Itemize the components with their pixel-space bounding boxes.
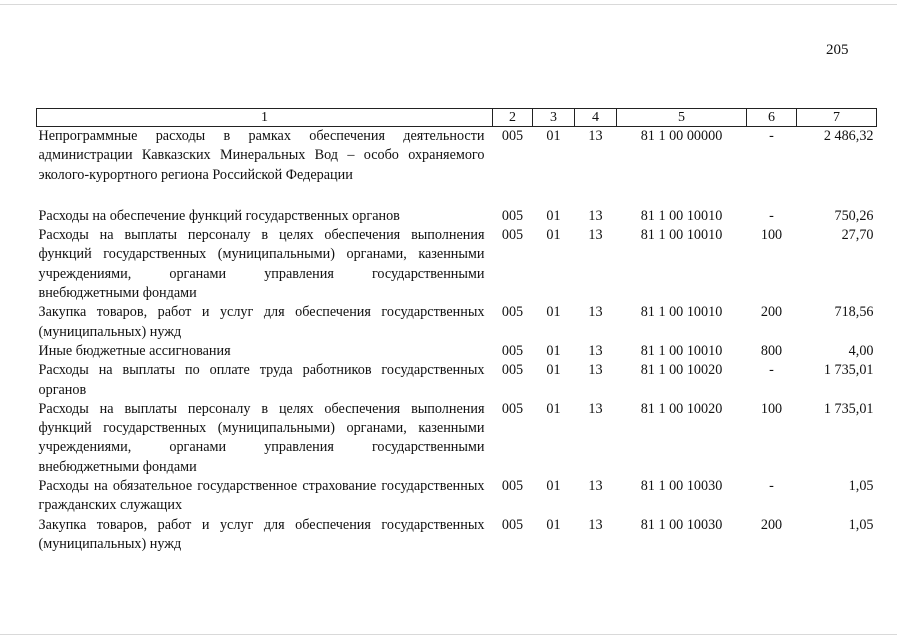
section-code: 01: [546, 400, 561, 417]
column-header: 4: [575, 109, 617, 127]
amount: 27,70: [841, 227, 874, 244]
subsection-code: 13: [588, 362, 603, 379]
column-header: 3: [533, 109, 575, 127]
expense-name: Иные бюджетные ассигнования: [38, 342, 231, 359]
target-article-code: 81 1 00 00000: [640, 128, 723, 144]
expense-type-code: 200: [760, 304, 783, 321]
target-article-code: 81 1 00 10010: [640, 207, 723, 224]
table-row: [37, 477, 877, 516]
amount: 1,05: [848, 478, 874, 495]
expense-name: Расходы на обеспечение функций государственных органов: [38, 207, 400, 224]
table-row: [37, 226, 877, 303]
ministry-code: 005: [501, 128, 524, 144]
column-header: 5: [617, 109, 747, 127]
amount: 4,00: [848, 342, 874, 359]
ministry-code: 005: [501, 304, 524, 321]
ministry-code: 005: [501, 400, 524, 417]
expense-type-code: -: [769, 478, 774, 495]
expense-name: Расходы на обязательное государственное страхование государственных гражданских служащих: [38, 478, 485, 514]
target-article-code: 81 1 00 10010: [640, 342, 723, 359]
subsection-code: 13: [588, 207, 603, 224]
subsection-code: 13: [588, 400, 603, 417]
section-code: 01: [546, 516, 561, 533]
table-row: [37, 400, 877, 477]
section-code: 01: [546, 128, 561, 144]
subsection-code: 13: [588, 128, 603, 144]
subsection-code: 13: [588, 227, 603, 244]
amount: 1 735,01: [823, 362, 874, 379]
expense-name: Расходы на выплаты персоналу в целях обеспечения выполнения функций государственных (муниципальными) органами, казенными учреждениями, органами управления государственными внебюджетными фондами: [38, 227, 485, 302]
table-header-row: [37, 109, 877, 127]
expense-name: Непрограммные расходы в рамках обеспечения деятельности администрации Кавказских Минеральных Вод – особо охраняемого эколого-курортного региона Российской Федерации: [38, 128, 485, 183]
expense-name: Расходы на выплаты по оплате труда работников государственных органов: [38, 362, 485, 398]
expense-type-code: -: [769, 207, 774, 224]
expense-name: Закупка товаров, работ и услуг для обеспечения государственных (муниципальных) нужд: [38, 304, 485, 340]
section-code: 01: [546, 227, 561, 244]
section-code: 01: [546, 304, 561, 321]
amount: 750,26: [834, 207, 874, 224]
ministry-code: 005: [501, 342, 524, 359]
section-code: 01: [546, 478, 561, 495]
target-article-code: 81 1 00 10010: [640, 304, 723, 321]
ministry-code: 005: [501, 227, 524, 244]
target-article-code: 81 1 00 10020: [640, 400, 723, 417]
section-code: 01: [546, 342, 561, 359]
expense-name: Закупка товаров, работ и услуг для обеспечения государственных (муниципальных) нужд: [38, 516, 485, 552]
expense-type-code: 800: [760, 342, 783, 359]
table-row: [37, 303, 877, 342]
page-number: 205: [826, 42, 849, 58]
subsection-code: 13: [588, 342, 603, 359]
column-header: 2: [493, 109, 533, 127]
target-article-code: 81 1 00 10030: [640, 516, 723, 533]
budget-table: [36, 108, 877, 554]
subsection-code: 13: [588, 478, 603, 495]
expense-type-code: -: [769, 362, 774, 379]
scan-edge-bottom: [0, 634, 897, 635]
expense-type-code: -: [769, 128, 774, 144]
column-header: 7: [797, 109, 877, 127]
column-header: 6: [747, 109, 797, 127]
table-row: [37, 127, 877, 185]
ministry-code: 005: [501, 207, 524, 224]
ministry-code: 005: [501, 478, 524, 495]
expense-type-code: 100: [760, 227, 783, 244]
amount: 718,56: [834, 304, 874, 321]
expense-type-code: 200: [760, 516, 783, 533]
ministry-code: 005: [501, 516, 524, 533]
table-row: [37, 207, 877, 226]
scan-edge-top: [0, 4, 897, 5]
expense-type-code: 100: [760, 400, 783, 417]
amount: 1 735,01: [823, 400, 874, 417]
table-row: [37, 516, 877, 555]
amount: 1,05: [848, 516, 874, 533]
target-article-code: 81 1 00 10010: [640, 227, 723, 244]
table-spacer: [37, 185, 877, 207]
amount: 2 486,32: [823, 128, 874, 144]
column-header: 1: [37, 109, 493, 127]
subsection-code: 13: [588, 516, 603, 533]
expense-name: Расходы на выплаты персоналу в целях обеспечения выполнения функций государственных (муниципальными) органами, казенными учреждениями, органами управления государственными внебюджетными фондами: [38, 400, 485, 475]
ministry-code: 005: [501, 362, 524, 379]
target-article-code: 81 1 00 10020: [640, 362, 723, 379]
section-code: 01: [546, 362, 561, 379]
subsection-code: 13: [588, 304, 603, 321]
section-code: 01: [546, 207, 561, 224]
table-row: [37, 361, 877, 400]
table-row: [37, 342, 877, 361]
target-article-code: 81 1 00 10030: [640, 478, 723, 495]
